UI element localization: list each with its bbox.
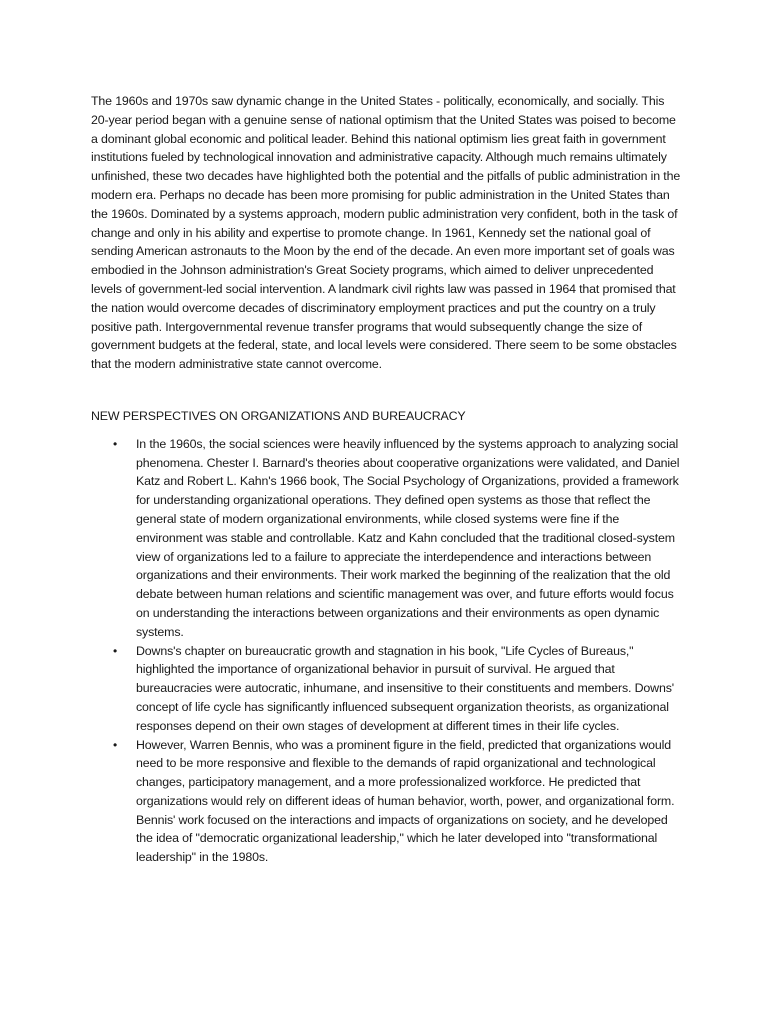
bullet-icon: • bbox=[113, 436, 118, 451]
list-item bbox=[91, 435, 683, 642]
bullet-icon: • bbox=[113, 643, 118, 658]
bullet-icon: • bbox=[113, 737, 118, 752]
section-heading: NEW PERSPECTIVES ON ORGANIZATIONS AND BUREAUCRACY bbox=[91, 408, 466, 423]
list-item bbox=[91, 736, 683, 868]
list-item-text: In the 1960s, the social sciences were heavily influenced by the systems approach to analyzing social phenomena. Chester I. Barnard's theories about cooperative organizations were validated, and Daniel Katz and Robert L. Kahn's 1966 book, The Social Psychology of Organizations, provided a framework for understanding organizational operations. They defined open systems as those that reflect the general state of modern organizational environments, while closed systems were fine if the environment was stable and controllable. Katz and Kahn concluded that the traditional closed-system view of organizations led to a failure to appreciate the interdependence and interactions between organizations and their environments. Their work marked the beginning of the realization that the old debate between human relations and scientific management was over, and future efforts would focus on understanding the interactions between organizations and their environments as open dynamic systems. bbox=[136, 436, 680, 639]
bullet-list bbox=[91, 435, 683, 867]
list-item-text: However, Warren Bennis, who was a prominent figure in the field, predicted that organizations would need to be more responsive and flexible to the demands of rapid organizational and technological changes, participatory management, and a more professionalized workforce. He predicted that organizations would rely on different ideas of human behavior, worth, power, and organizational form. Bennis' work focused on the interactions and impacts of organizations on society, and he developed the idea of "democratic organizational leadership," which he later developed into "transformational leadership" in the 1980s. bbox=[136, 737, 675, 865]
document-page bbox=[91, 92, 683, 867]
intro-paragraph: The 1960s and 1970s saw dynamic change in the United States - politically, economically, and socially. This 20-year period began with a genuine sense of national optimism that the United States was poised to become a dominant global economic and political leader. Behind this national optimism lies great faith in government institutions fueled by technological innovation and administrative capacity. Although much remains ultimately unfinished, these two decades have highlighted both the potential and the pitfalls of public administration in the modern era. Perhaps no decade has been more promising for public administration in the United States than the 1960s. Dominated by a systems approach, modern public administration very confident, both in the task of change and only in his ability and expertise to promote change. In 1961, Kennedy set the national goal of sending American astronauts to the Moon by the end of the decade. An even more important set of goals was embodied in the Johnson administration's Great Society programs, which aimed to deliver unprecedented levels of government-led social intervention. A landmark civil rights law was passed in 1964 that promised that the nation would overcome decades of discriminatory employment practices and put the country on a truly positive path. Intergovernmental revenue transfer programs that would subsequently change the size of government budgets at the federal, state, and local levels were considered. There seem to be some obstacles that the modern administrative state cannot overcome. bbox=[91, 94, 681, 372]
list-item bbox=[91, 642, 683, 736]
list-item-text: Downs's chapter on bureaucratic growth and stagnation in his book, "Life Cycles of Bureaus," highlighted the importance of organizational behavior in pursuit of survival. He argued that bureaucracies were autocratic, inhumane, and insensitive to their constituents and members. Downs' concept of life cycle has significantly influenced subsequent organization theorists, as organizational responses depend on their own stages of development at different times in their life cycles. bbox=[136, 643, 674, 733]
